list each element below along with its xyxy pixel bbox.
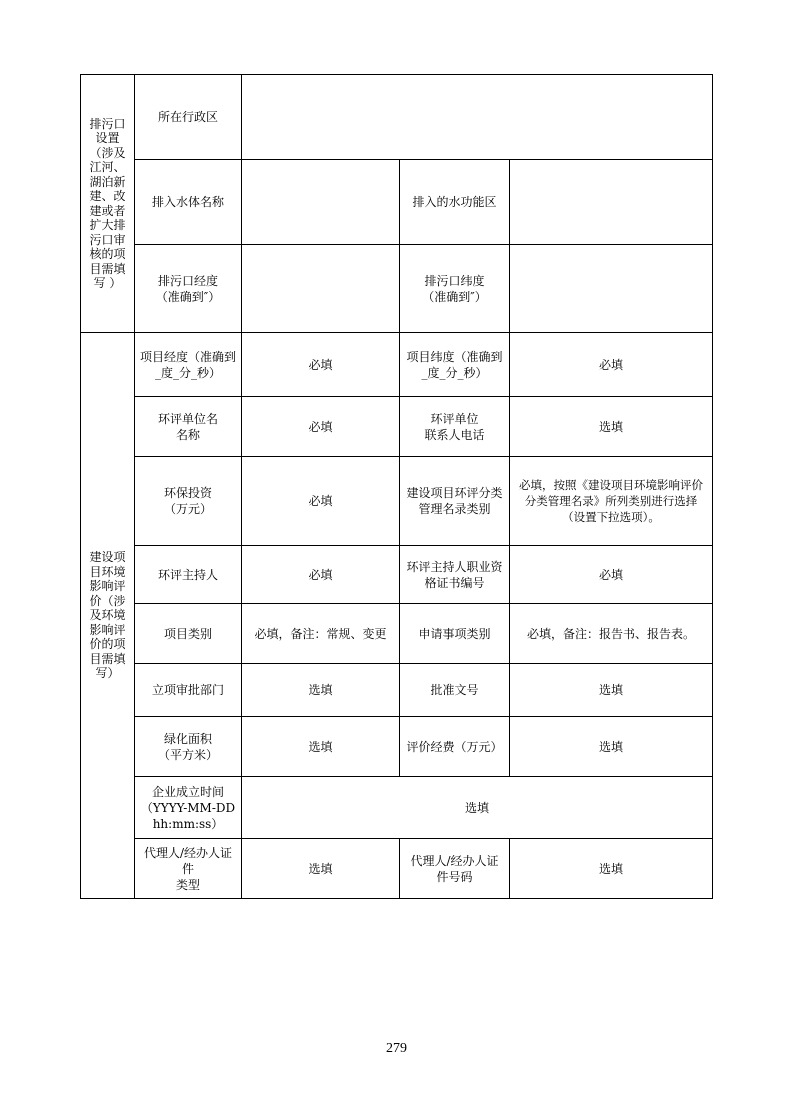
district-value	[242, 75, 713, 160]
eia-value-2: 必填，备注：报告书、报告表。	[510, 604, 713, 664]
established-time-value: 选填	[242, 777, 713, 839]
eia-value-2: 选填	[510, 717, 713, 777]
eia-label-1: 环评单位名 名称	[135, 397, 242, 457]
eia-value-1: 必填	[242, 333, 400, 397]
eia-label-2: 评价经费（万元）	[400, 717, 510, 777]
outfall-latitude-label: 排污口纬度 （准确到″）	[400, 245, 510, 333]
page-number: 279	[386, 1041, 407, 1056]
eia-value-1: 必填	[242, 457, 400, 546]
outfall-longitude-label: 排污口经度 （准确到″）	[135, 245, 242, 333]
eia-value-2: 必填	[510, 546, 713, 604]
eia-value-1: 必填	[242, 397, 400, 457]
eia-label-1: 项目经度（准确到 _度_分_秒）	[135, 333, 242, 397]
eia-value-2: 选填	[510, 664, 713, 717]
eia-value-2: 选填	[510, 397, 713, 457]
eia-label-2: 申请事项类别	[400, 604, 510, 664]
eia-value-1: 选填	[242, 717, 400, 777]
eia-label-1: 环保投资 （万元）	[135, 457, 242, 546]
eia-label-1: 绿化面积 （平方米）	[135, 717, 242, 777]
established-time-label-text: 企业成立时间 （YYYY-MM-DD hh:mm:ss）	[140, 784, 236, 831]
agent-id-type-value: 选填	[242, 839, 400, 899]
district-label: 所在行政区	[135, 75, 242, 160]
water-zone-value	[510, 160, 713, 245]
agent-id-number-label: 代理人/经办人证 件号码	[400, 839, 510, 899]
form-table	[80, 74, 713, 899]
water-body-value	[242, 160, 400, 245]
eia-value-1: 必填	[242, 546, 400, 604]
eia-value-2: 必填，按照《建设项目环境影响评价分类管理名录》所列类别进行选择（设置下拉选项）。	[510, 457, 713, 546]
eia-value-1: 必填，备注：常规、变更	[242, 604, 400, 664]
eia-label-2: 环评主持人职业资 格证书编号	[400, 546, 510, 604]
eia-label-1: 环评主持人	[135, 546, 242, 604]
section-eia-label: 建设项 目环境 影响评 价（涉 及环境 影响评 价的项 目需填 写）	[81, 333, 135, 899]
outfall-latitude-value	[510, 245, 713, 333]
eia-label-1: 立项审批部门	[135, 664, 242, 717]
agent-id-type-label: 代理人/经办人证 件 类型	[135, 839, 242, 899]
water-zone-label: 排入的水功能区	[400, 160, 510, 245]
eia-label-2: 批准文号	[400, 664, 510, 717]
eia-label-2: 项目纬度（准确到 _度_分_秒）	[400, 333, 510, 397]
eia-label-1: 项目类别	[135, 604, 242, 664]
outfall-longitude-value	[242, 245, 400, 333]
eia-label-2: 建设项目环评分类 管理名录类别	[400, 457, 510, 546]
water-body-label: 排入水体名称	[135, 160, 242, 245]
eia-value-1: 选填	[242, 664, 400, 717]
established-time-label	[135, 777, 242, 839]
agent-id-number-value: 选填	[510, 839, 713, 899]
eia-value-2: 必填	[510, 333, 713, 397]
eia-label-2: 环评单位 联系人电话	[400, 397, 510, 457]
section-outfall-label: 排污口 设置 （涉及 江河、 湖泊新 建、改 建或者 扩大排 污口审 核的项 目需填 写 ）	[81, 75, 135, 333]
